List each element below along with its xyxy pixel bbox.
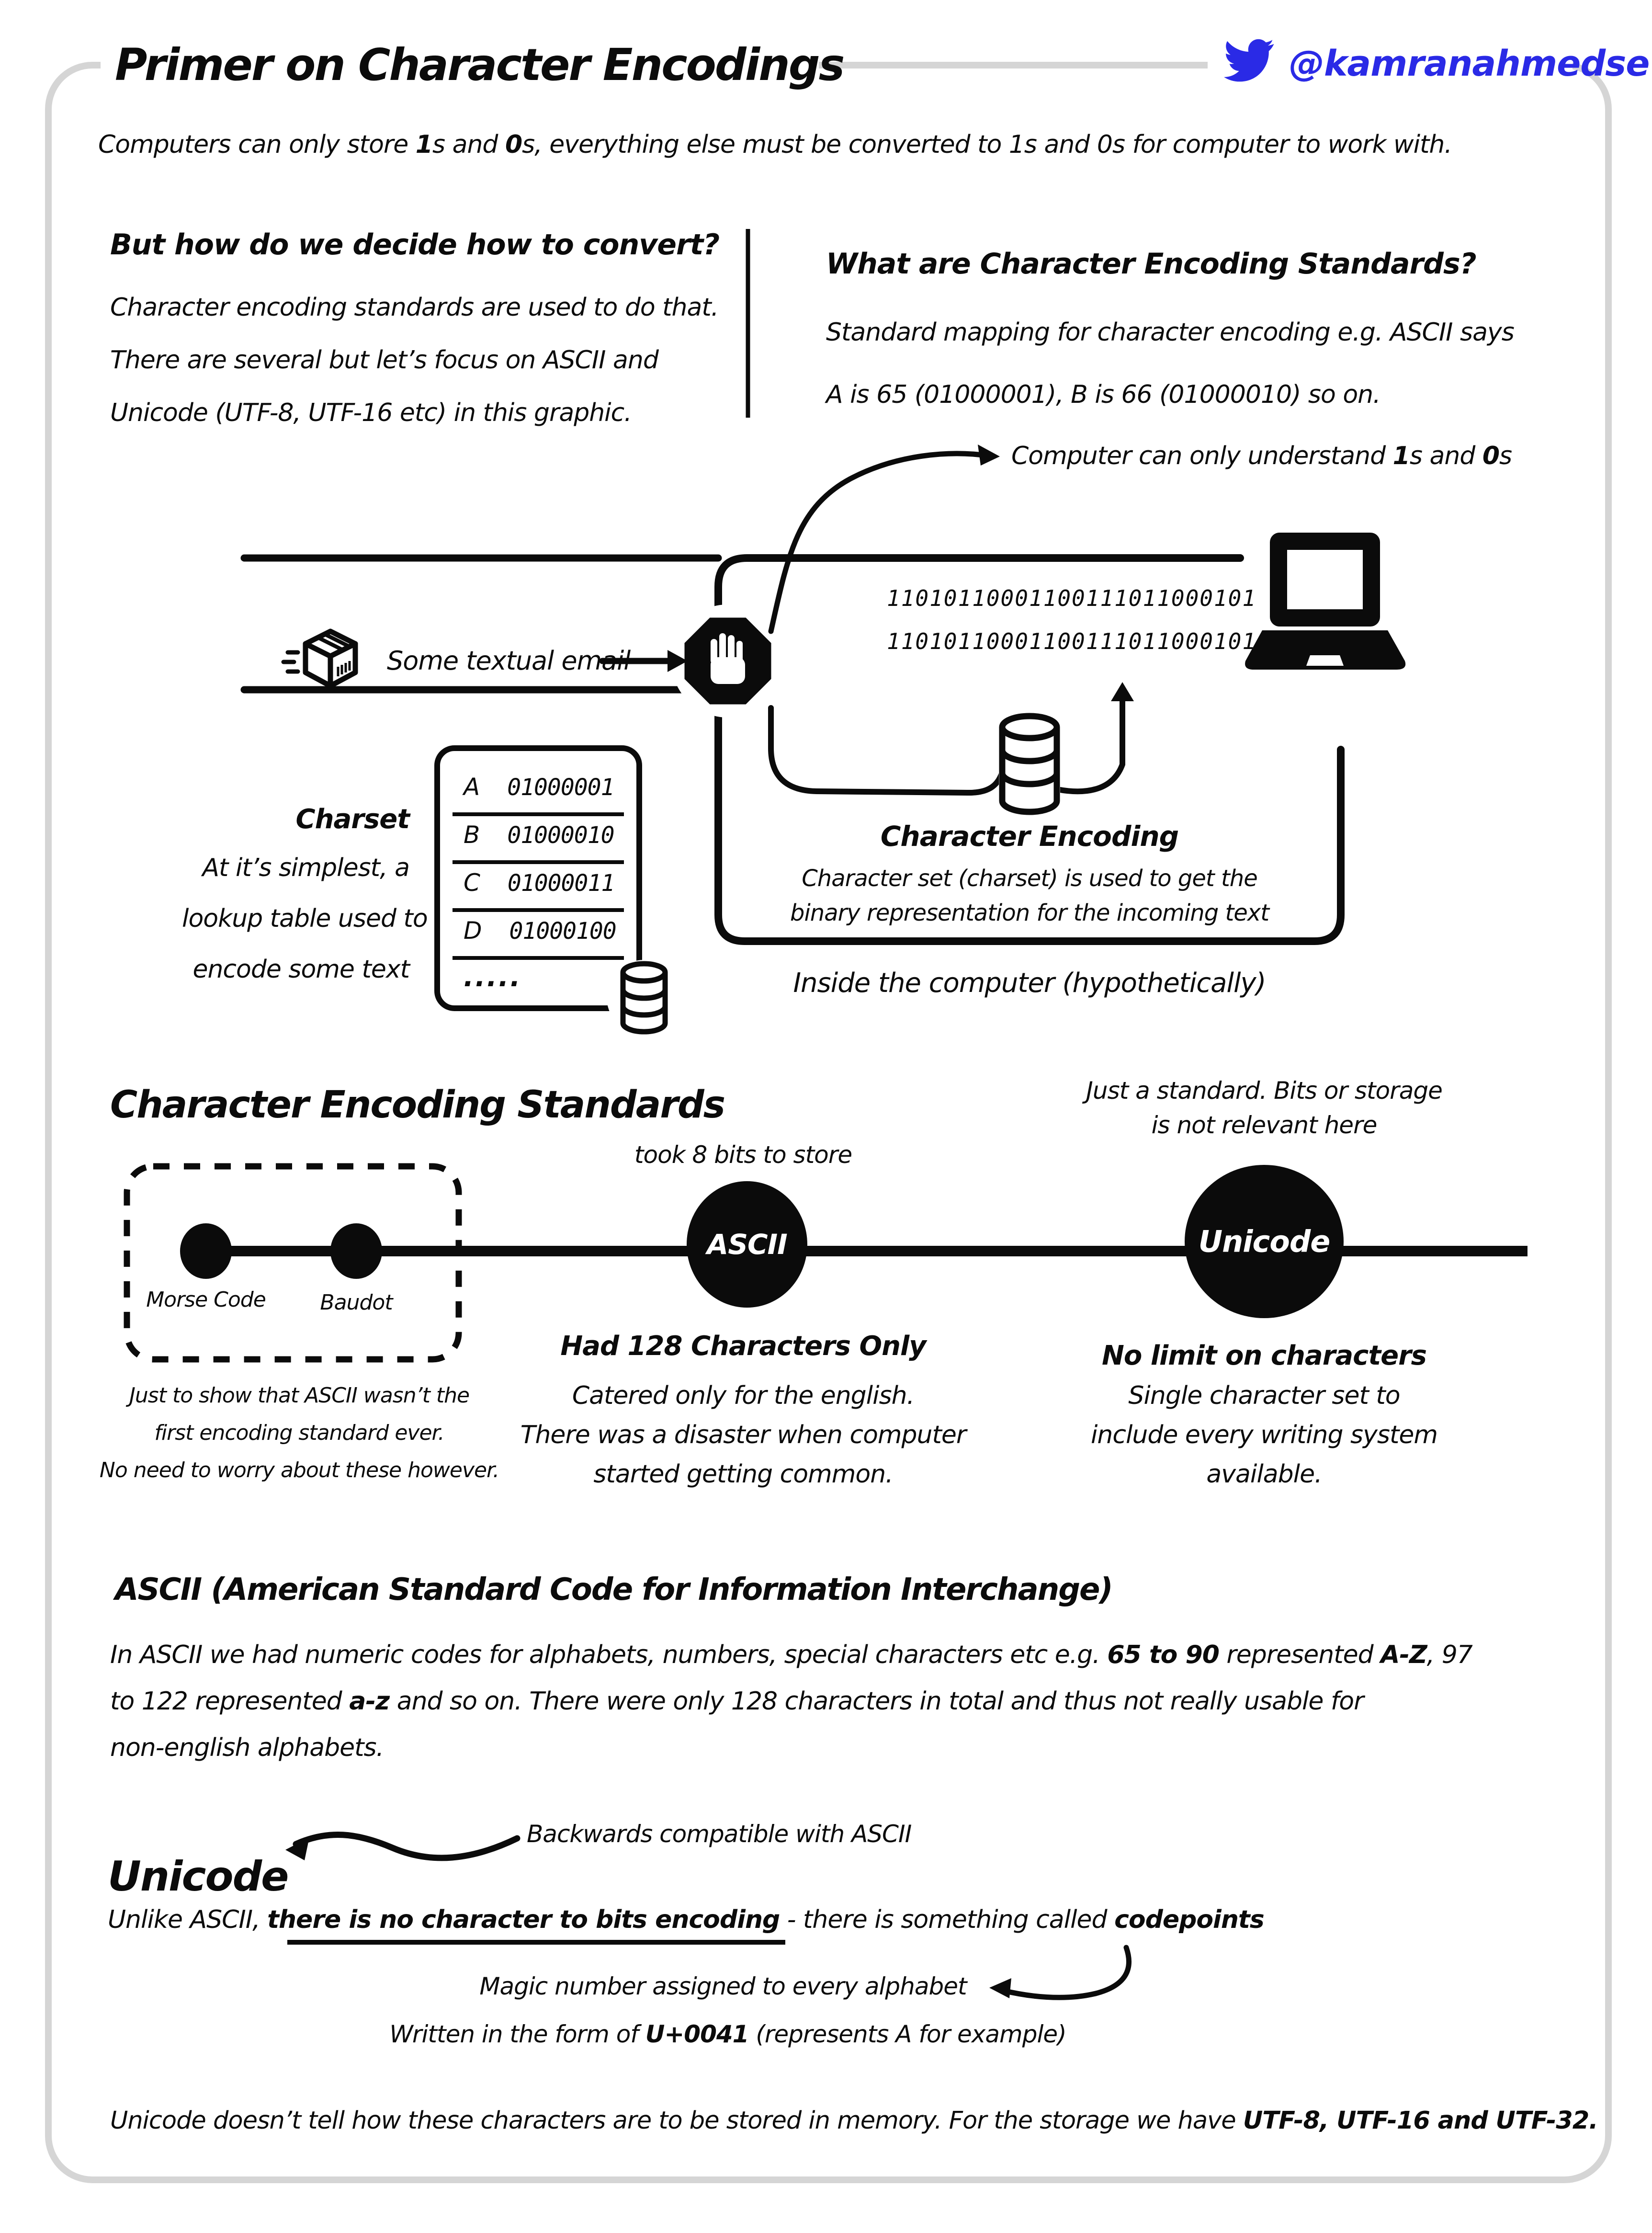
email-label: Some textual email: [387, 646, 631, 676]
ascii-timeline-line: started getting common.: [593, 1460, 893, 1489]
ascii-timeline-line: There was a disaster when computer: [520, 1421, 966, 1449]
ascii-section-heading: ASCII (American Standard Code for Information Interchange): [115, 1572, 1112, 1607]
ascii-timeline-line: Catered only for the english.: [572, 1381, 915, 1410]
note-arrowhead-icon: [978, 444, 1000, 466]
ascii-paragraph-line: to 122 represented a-z and so on. There were only 128 characters in total and thus not really usable for: [110, 1687, 1364, 1716]
early-note-line: first encoding standard ever.: [154, 1421, 444, 1445]
baudot-label: Baudot: [320, 1290, 393, 1315]
unicode-circle-label: Unicode: [1198, 1224, 1330, 1259]
written-form-line: Written in the form of U+0041 (represents A for example): [389, 2020, 1066, 2048]
charset-row: D 01000100: [464, 917, 616, 945]
ascii-subheading: Had 128 Characters Only: [560, 1331, 926, 1362]
laptop-icon: [1245, 533, 1405, 670]
right-column-line: Standard mapping for character encoding e.g. ASCII says: [826, 318, 1514, 347]
right-column-line: A is 65 (01000001), B is 66 (01000010) so on.: [826, 380, 1380, 409]
early-note-line: No need to worry about these however.: [99, 1458, 499, 1482]
unicode-timeline-line: available.: [1206, 1460, 1322, 1489]
standards-heading: Character Encoding Standards: [110, 1083, 725, 1127]
character-encoding-heading: Character Encoding: [880, 820, 1179, 853]
footer-line: Unicode doesn’t tell how these characters are to be stored in memory. For the storage we have UTF-8, UTF-16 and UTF-32.: [110, 2107, 1598, 2135]
charset-row: B 01000010: [464, 821, 614, 849]
codepoints-arrowhead-icon: [989, 1978, 1011, 1998]
morse-code-dot: [180, 1223, 232, 1279]
morse-code-label: Morse Code: [146, 1287, 266, 1312]
unicode-section-heading: Unicode: [108, 1853, 288, 1901]
right-column-heading: What are Character Encoding Standards?: [826, 247, 1476, 281]
inside-computer-caption: Inside the computer (hypothetically): [793, 968, 1266, 999]
stop-hand-icon: [685, 618, 771, 705]
unicode-main-line: Unlike ASCII, there is no character to bits encoding - there is something called codepoints: [108, 1905, 1264, 1934]
baudot-dot: [330, 1223, 382, 1279]
no-char-encoding-underline: [287, 1940, 785, 1945]
early-note-line: Just to show that ASCII wasn’t the: [129, 1383, 470, 1408]
db-to-binary-curve: [1057, 695, 1122, 791]
magic-number-note: Magic number assigned to every alphabet: [479, 1972, 967, 2000]
ascii-paragraph-line: non-english alphabets.: [110, 1733, 384, 1762]
charset-line: encode some text: [192, 955, 409, 984]
unicode-timeline-line: Single character set to: [1128, 1381, 1400, 1410]
intro-line: Computers can only store 1s and 0s, everything else must be converted to 1s and 0s for computer to work with.: [98, 130, 1452, 159]
page-title: Primer on Character Encodings: [115, 39, 844, 91]
charset-line: At it’s simplest, a: [202, 854, 409, 882]
database-icon: [999, 714, 1060, 812]
unicode-note-line: Just a standard. Bits or storage: [1086, 1077, 1442, 1105]
early-standards-dashed-box: [127, 1166, 459, 1359]
package-icon: [283, 631, 355, 686]
left-column-line: Character encoding standards are used to do that.: [110, 293, 719, 322]
ascii-paragraph-line: In ASCII we had numeric codes for alphabets, numbers, special characters etc e.g. 65 to 90 represented A-Z, 97: [110, 1641, 1472, 1669]
charset-more-row: .....: [464, 962, 522, 993]
left-column-heading: But how do we decide how to convert?: [110, 228, 720, 262]
charset-line: lookup table used to: [182, 904, 428, 933]
binary-row: 11010110001100111011000101: [887, 585, 1257, 611]
unicode-note-line: is not relevant here: [1151, 1111, 1377, 1139]
charset-row: A 01000001: [464, 773, 614, 801]
left-column-line: Unicode (UTF-8, UTF-16 etc) in this graphic.: [110, 399, 632, 427]
backwards-note: Backwards compatible with ASCII: [527, 1820, 912, 1848]
charset-row: C 01000011: [464, 869, 615, 897]
hand-to-db-curve: [771, 708, 1003, 793]
left-column-line: There are several but let’s focus on ASCII and: [110, 346, 658, 375]
unicode-subheading: No limit on characters: [1101, 1340, 1427, 1371]
ascii-circle-label: ASCII: [707, 1228, 787, 1261]
unicode-timeline-line: include every writing system: [1090, 1421, 1438, 1449]
character-encoding-line: Character set (charset) is used to get the: [802, 865, 1257, 892]
small-database-icon: [607, 960, 681, 1035]
up-arrowhead-icon: [1111, 682, 1134, 701]
ascii-note: took 8 bits to store: [634, 1141, 852, 1169]
twitter-handle[interactable]: @kamranahmedse: [1289, 43, 1650, 84]
backwards-arrow: [296, 1834, 517, 1857]
binary-row: 11010110001100111011000101: [887, 628, 1257, 654]
computer-note: Computer can only understand 1s and 0s: [1011, 442, 1512, 470]
character-encoding-line: binary representation for the incoming text: [790, 900, 1269, 926]
charset-heading: Charset: [295, 804, 409, 835]
codepoints-arrow: [1004, 1948, 1129, 1997]
